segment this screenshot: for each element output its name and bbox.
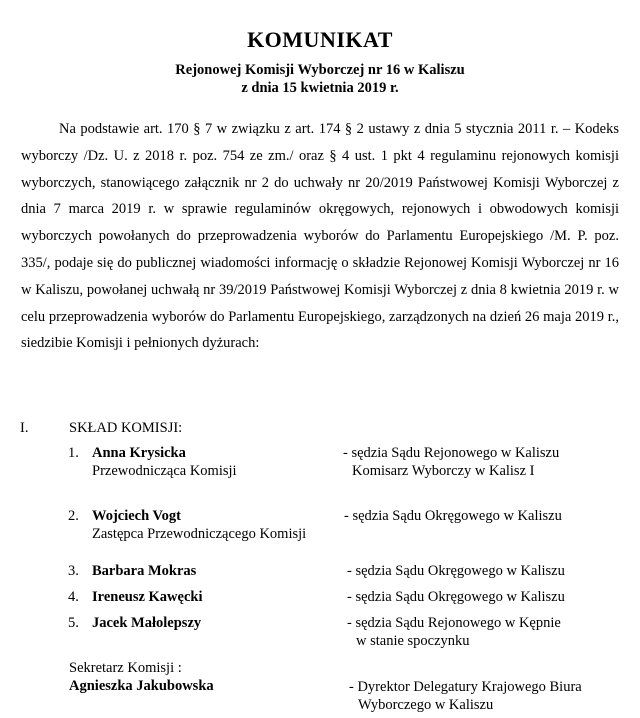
member-number: 3. [68,563,79,579]
secretary-label: Sekretarz Komisji : [69,660,182,676]
member-name: Wojciech Vogt [92,508,182,524]
section-title: SKŁAD KOMISJI: [69,420,183,436]
member-description: - sędzia Sądu Rejonowego w Kaliszu [343,445,560,461]
member-number: 1. [68,445,79,461]
section-number: I. [20,420,29,436]
member-name: Barbara Mokras [92,563,197,579]
member-name: Ireneusz Kawęcki [92,589,203,605]
member-role: Zastępca Przewodniczącego Komisji [92,526,307,542]
legal-basis-paragraph: Na podstawie art. 170 § 7 w związku z art. 174 § 2 ustawy z dnia 5 stycznia 2011 r. – Kodeks wyborczy /Dz. U. z 2018 r. poz. 754 ze zm./ oraz § 4 ust. 1 pkt 4 regulaminu rejonowych komisji wyborczych, stanowiącego załącznik nr 2 do uchwały nr 20/2019 Państwowej Komisji Wyborczej z dnia 7 marca 2019 r. w sprawie regulaminów okręgowych, rejonowych i obwodowych komisji wyborczych powołanych do przeprowadzenia wyborów do Parlamentu Europejskiego /M. P. poz. 335/, podaje się do publicznej wiadomości informację o składzie Rejonowej Komisji Wyborczej nr 16 w Kaliszu, powołanej uchwałą nr 39/2019 Państwowej Komisji Wyborczej z dnia 8 kwietnia 2019 r. w celu przeprowadzenia wyborów do Parlamentu Europejskiego, zarządzonych na dzień 26 maja 2019 r., siedzibie Komisji i pełnionych dyżurach: [21,121,619,352]
document-subtitle-date: z dnia 15 kwietnia 2019 r. [241,80,399,96]
member-description: - sędzia Sądu Okręgowego w Kaliszu [347,589,565,605]
member-description-2: Komisarz Wyborczy w Kalisz I [352,463,535,479]
secretary-description-2: Wyborczego w Kaliszu [358,697,494,713]
member-number: 2. [68,508,79,524]
member-number: 5. [68,615,79,631]
document-subtitle-commission: Rejonowej Komisji Wyborczej nr 16 w Kaliszu [175,62,465,78]
member-description-2: w stanie spoczynku [356,633,470,649]
member-role: Przewodnicząca Komisji [92,463,237,479]
secretary-description: - Dyrektor Delegatury Krajowego Biura [349,679,582,695]
member-name: Anna Krysicka [92,445,186,461]
document-title: KOMUNIKAT [247,27,393,52]
member-description: - sędzia Sądu Okręgowego w Kaliszu [344,508,562,524]
secretary-name: Agnieszka Jakubowska [69,678,214,694]
member-number: 4. [68,589,79,605]
member-name: Jacek Małolepszy [92,615,202,631]
member-description: - sędzia Sądu Okręgowego w Kaliszu [347,563,565,579]
member-description: - sędzia Sądu Rejonowego w Kępnie [347,615,561,631]
